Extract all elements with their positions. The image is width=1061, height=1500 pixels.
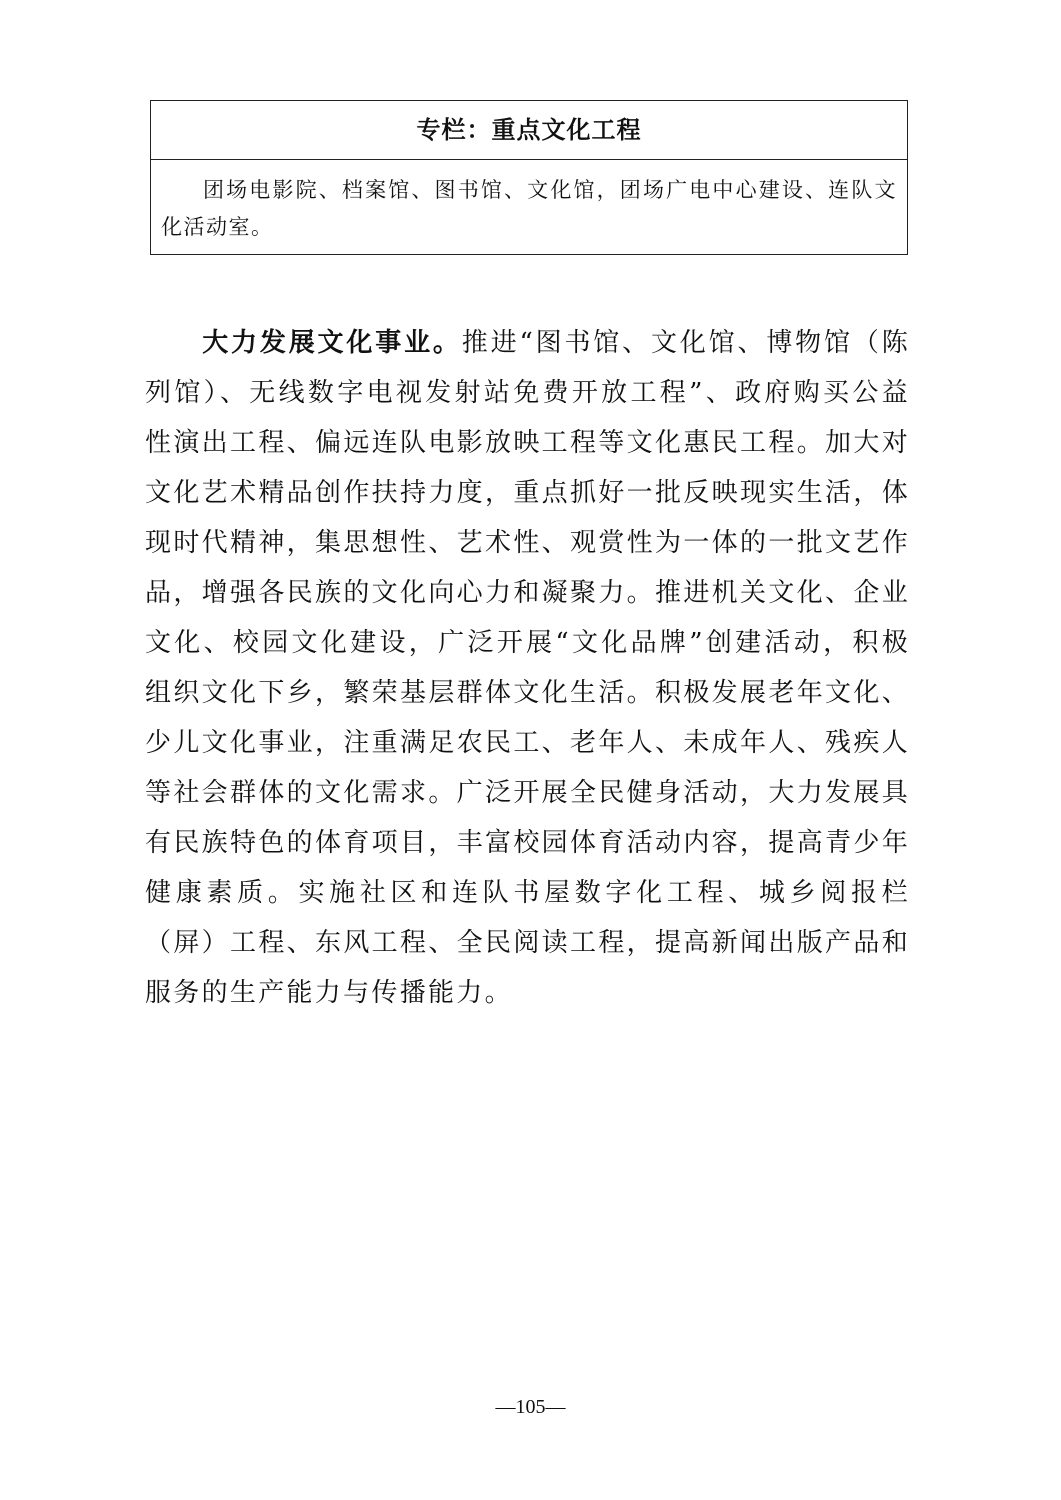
sidebar-title: 专栏：重点文化工程 [151, 101, 907, 160]
sidebar-body-text: 团场电影院、档案馆、图书馆、文化馆，团场广电中心建设、连队文化活动室。 [161, 178, 897, 239]
page-number: —105— [495, 1396, 566, 1418]
feature-sidebar-box [150, 100, 908, 255]
paragraph-body-text: 推进“图书馆、文化馆、博物馆（陈列馆）、无线数字电视发射站免费开放工程”、政府购买公益性演出工程、偏远连队电影放映工程等文化惠民工程。加大对文化艺术精品创作扶持力度，重点抓好一批反映现实生活，体现时代精神，集思想性、艺术性、观赏性为一体的一批文艺作品，增强各民族的文化向心力和凝聚力。推进机关文化、企业文化、校园文化建设，广泛开展“文化品牌”创建活动，积极组织文化下乡，繁荣基层群体文化生活。积极发展老年文化、少儿文化事业，注重满足农民工、老年人、未成年人、残疾人等社会群体的文化需求。广泛开展全民健身活动，大力发展具有民族特色的体育项目，丰富校园体育活动内容，提高青少年健康素质。实施社区和连队书屋数字化工程、城乡阅报栏（屏）工程、东风工程、全民阅读工程，提高新闻出版产品和服务的生产能力与传播能力。 [145, 328, 911, 1008]
main-paragraph [145, 318, 910, 1018]
paragraph-lead-heading: 大力发展文化事业。 [202, 328, 462, 358]
